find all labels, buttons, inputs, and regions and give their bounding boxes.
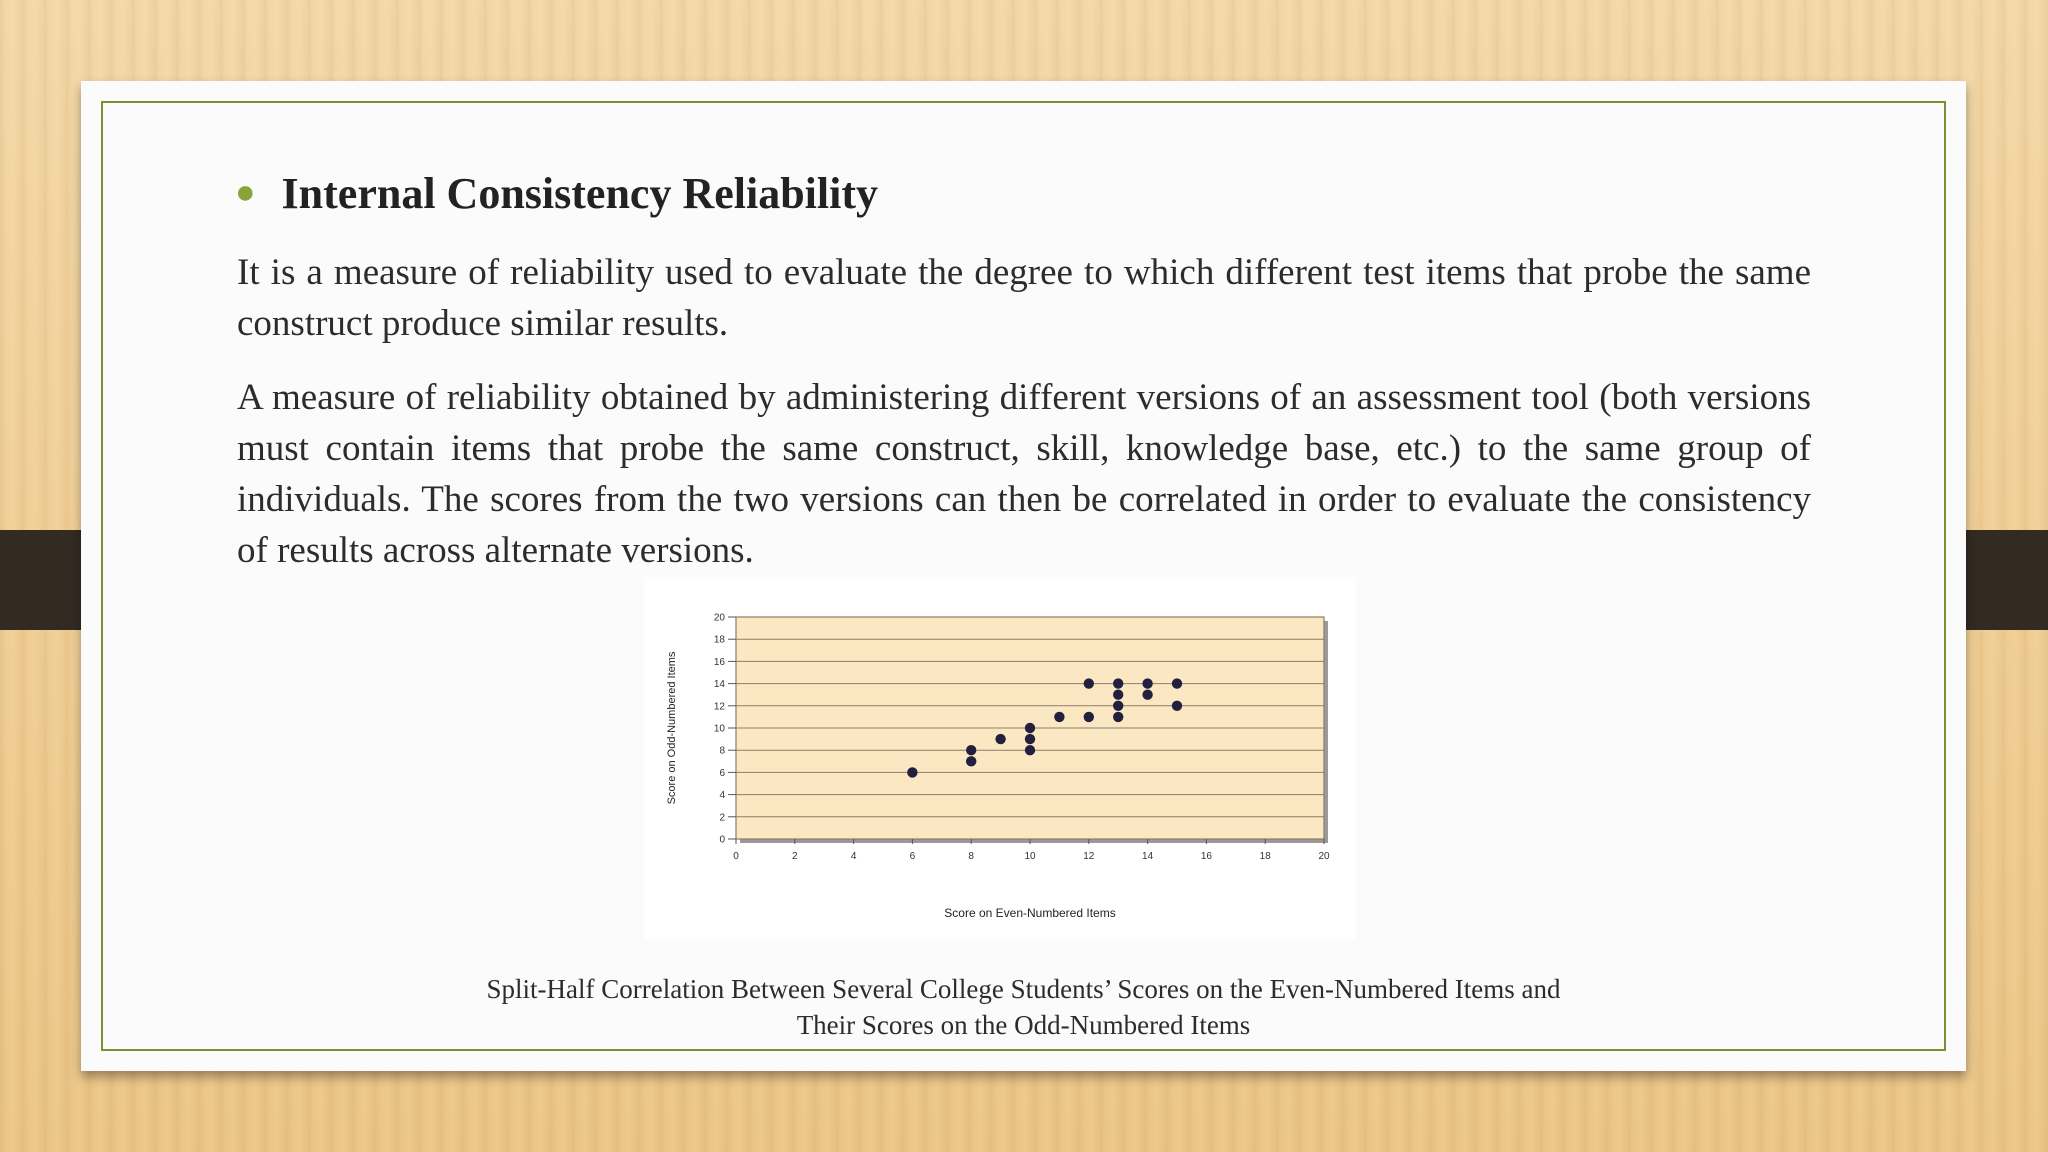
tick-label-y-4: 4 [719,790,725,802]
data-point-3 [995,734,1005,744]
tick-label-x-10: 10 [1024,851,1036,862]
paragraph-alternate-versions: A measure of reliability obtained by administering different versions of an assessment tool (both versions must contain items that probe the same construct, skill, knowledge base, etc.) to the same group of individuals. The scores from the two versions can then be correlated in order to evaluate the consistency of results across alternate versions. [237,377,1811,571]
data-point-8 [1084,712,1094,722]
tick-label-y-18: 18 [713,634,725,646]
tick-label-x-0: 0 [733,851,739,862]
caption-line-1: Split-Half Correlation Between Several College Students’ Scores on the Even-Numbered Items and [486,974,1561,1004]
slide-heading [235,163,878,223]
tick-label-y-12: 12 [713,701,725,713]
data-point-2 [966,745,976,755]
tick-label-x-6: 6 [909,851,916,862]
data-point-11 [1113,701,1123,711]
data-point-17 [1172,678,1182,688]
tick-label-y-14: 14 [713,679,725,691]
tick-label-x-8: 8 [968,851,974,862]
data-point-5 [1025,734,1035,744]
data-point-13 [1113,678,1123,688]
data-point-0 [907,767,917,777]
y-axis-label: Score on Odd-Numbered Items [666,651,678,805]
scatter-chart-svg [644,577,1356,939]
tick-label-x-2: 2 [792,851,798,862]
tick-label-x-18: 18 [1259,851,1271,862]
tick-label-y-16: 16 [713,656,725,668]
tick-label-x-14: 14 [1142,851,1154,862]
tick-label-y-6: 6 [719,767,725,779]
data-point-12 [1113,690,1123,700]
data-point-7 [1054,712,1064,722]
tick-label-y-2: 2 [719,812,725,824]
figure-caption [281,971,1766,1043]
caption-line-2: Their Scores on the Odd-Numbered Items [796,1010,1251,1040]
tick-label-x-20: 20 [1318,851,1330,862]
data-point-6 [1025,723,1035,733]
data-point-1 [966,756,976,766]
data-point-14 [1142,690,1152,700]
tick-label-y-0: 0 [719,834,725,846]
tick-label-y-20: 20 [713,612,725,624]
x-axis-label: Score on Even-Numbered Items [944,906,1116,920]
data-point-4 [1025,745,1035,755]
heading-text: Internal Consistency Reliability [281,168,878,218]
tick-label-x-16: 16 [1200,851,1212,862]
paragraph-definition: It is a measure of reliability used to evaluate the degree to which different test items that probe the same construct produce similar results. [237,252,1811,344]
data-point-10 [1113,712,1123,722]
tick-label-x-4: 4 [850,851,857,862]
tick-label-x-12: 12 [1083,851,1095,862]
data-point-9 [1084,678,1094,688]
tick-label-y-8: 8 [719,745,725,757]
data-point-15 [1142,678,1152,688]
data-point-16 [1172,701,1182,711]
scatter-chart [644,577,1356,939]
tick-label-y-10: 10 [713,723,725,735]
slide [81,81,1966,1071]
bullet-icon: ● [235,174,256,211]
